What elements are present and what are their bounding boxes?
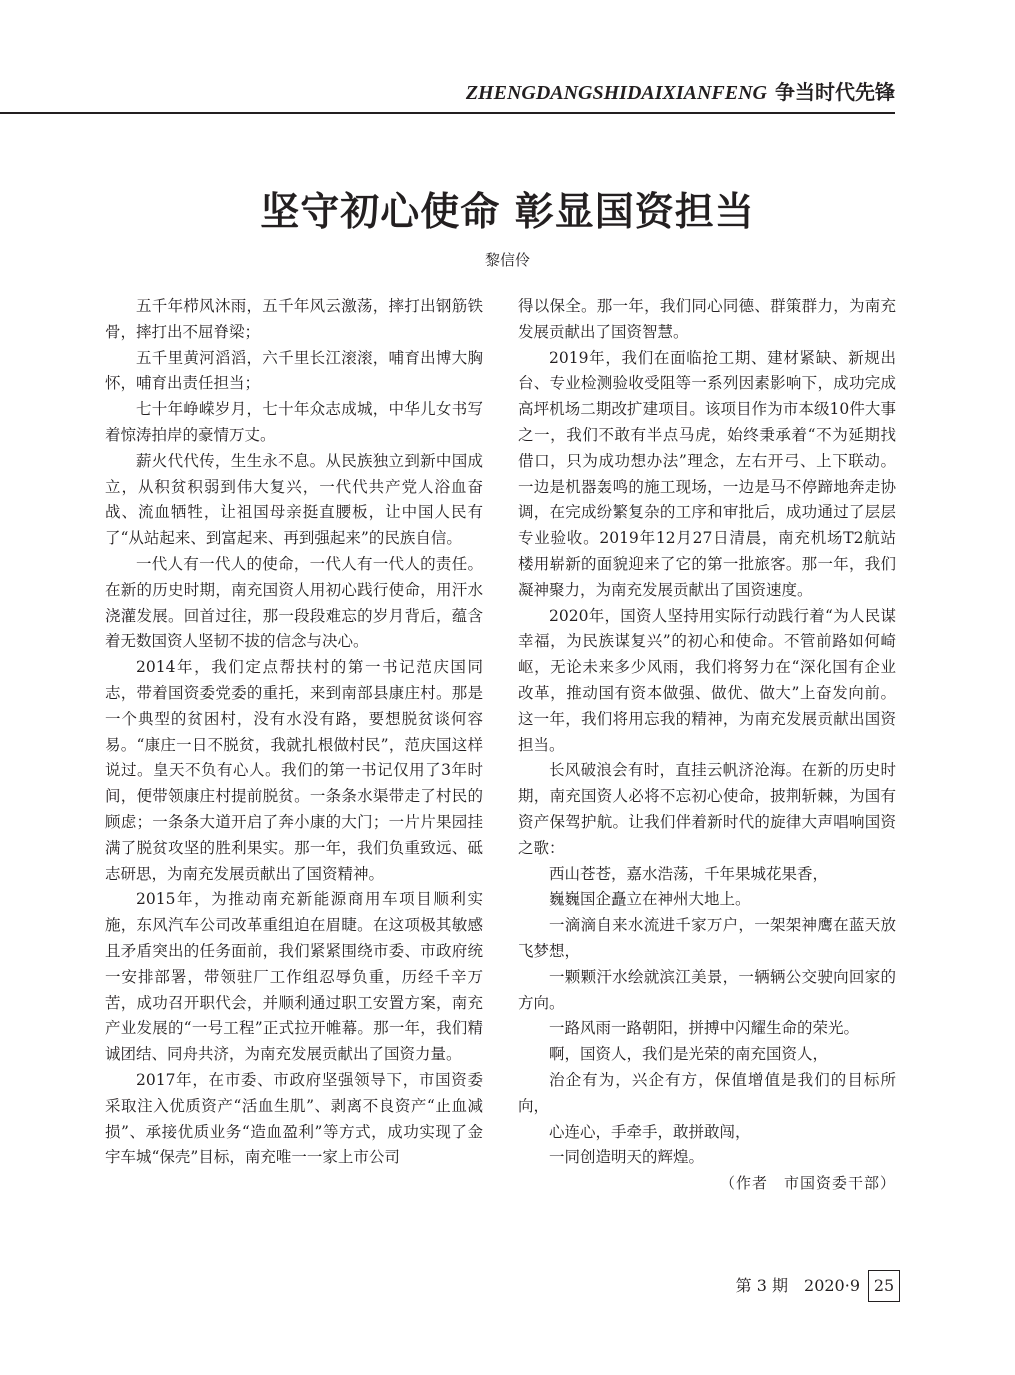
page-footer	[720, 1270, 900, 1302]
header-chinese: 争当时代先锋	[775, 80, 895, 104]
paragraph: 薪火代代传，生生永不息。从民族独立到新中国成立，从积贫积弱到伟大复兴，一代代共产党人浴血奋战、流血牺牲，让祖国母亲挺直腰板，让中国人民有了“从站起来、到富起来、再到强起来”的民族自信。	[105, 451, 483, 548]
article-author: 黎信伶	[484, 251, 530, 269]
right-column	[518, 294, 896, 1197]
paragraph: 五千年栉风沐雨，五千年风云激荡，摔打出钢筋铁骨，摔打出不屈脊梁；	[105, 297, 483, 341]
paragraph: 2017年，在市委、市政府坚强领导下，市国资委采取注入优质资产“活血生肌”、剥离不良资产“止血减损”、承接优质业务“造血盈利”等方式，成功实现了金宇车城“保壳”目标，南充唯一一家上市公司	[105, 1070, 483, 1167]
paragraph: 五千里黄河滔滔，六千里长江滚滚，哺育出博大胸怀，哺育出责任担当；	[105, 348, 483, 393]
verse-line: 一同创造明天的辉煌。	[549, 1148, 705, 1167]
verse-line: 西山苍苍，嘉水浩荡，千年果城花果香，	[549, 864, 829, 883]
page-number: 25	[868, 1270, 900, 1302]
verse-line: 一滴滴自来水流进千家万户，一架架神鹰在蓝天放飞梦想，	[518, 916, 896, 960]
paragraph-continuation: 得以保全。那一年，我们同心同德、群策群力，为南充发展贡献出了国资智慧。	[518, 297, 896, 341]
article-title: 坚守初心使命 彰显国资担当	[260, 189, 755, 235]
header-rule	[0, 112, 895, 114]
verse-line: 心连心，手牵手，敢拼敢闯，	[549, 1122, 751, 1141]
paragraph: 七十年峥嵘岁月，七十年众志成城，中华儿女书写着惊涛拍岸的豪情万丈。	[105, 400, 483, 444]
paragraph: 一代人有一代人的使命，一代人有一代人的责任。在新的历史时期，南充国资人用初心践行使命，用汗水浇灌发展。回首过往，那一段段难忘的岁月背后，蕴含着无数国资人坚韧不拔的信念与决心。	[105, 554, 483, 651]
paragraph: 2014年，我们定点帮扶村的第一书记范庆国同志，带着国资委党委的重托，来到南部县康庄村。那是一个典型的贫困村，没有水没有路，要想脱贫谈何容易。“康庄一日不脱贫，我就扎根做村民”，范庆国这样说过。皇天不负有心人。我们的第一书记仅用了3年时间，便带领康庄村提前脱贫。一条条水渠带走了村民的顾虑；一条条大道开启了奔小康的大门；一片片果园挂满了脱贫攻坚的胜利果实。那一年，我们负重致远、砥志研思，为南充发展贡献出了国资精神。	[105, 658, 483, 883]
header-latin: ZHENGDANGSHIDAIXIANFENG	[465, 82, 767, 104]
paragraph: 长风破浪会有时，直挂云帆济沧海。在新的历史时期，南充国资人必将不忘初心使命，披荆斩棘，为国有资产保驾护航。让我们伴着新时代的旋律大声唱响国资之歌：	[518, 761, 896, 857]
paragraph: 2019年，我们在面临抢工期、建材紧缺、新规出台、专业检测验收受阻等一系列因素影响下，成功完成高坪机场二期改扩建项目。该项目作为市本级10件大事之一，我们不敢有半点马虎，始终秉承着“不为延期找借口，只为成功想办法”理念，左右开弓、上下联动。一边是机器轰鸣的施工现场，一边是马不停蹄地奔走协调，在完成纷繁复杂的工序和审批后，成功通过了层层专业验收。2019年12月27日清晨，南充机场T2航站楼用崭新的面貌迎来了它的第一批旅客。那一年，我们凝神聚力，为南充发展贡献出了国资速度。	[518, 348, 896, 599]
verse-line: 治企有为，兴企有方，保值增值是我们的目标所向，	[518, 1070, 896, 1115]
issue-label: 第 3 期 2020·9	[735, 1276, 860, 1295]
verse-line: 啊，国资人，我们是光荣的南充国资人，	[549, 1045, 829, 1064]
verse-line: 一颗颗汗水绘就滨江美景，一辆辆公交驶向回家的方向。	[518, 967, 896, 1012]
verse-line: 巍巍国企矗立在神州大地上。	[549, 890, 751, 909]
verse-line: 一路风雨一路朝阳，拼搏中闪耀生命的荣光。	[549, 1019, 860, 1038]
paragraph: 2020年，国资人坚持用实际行动践行着“为人民谋幸福，为民族谋复兴”的初心和使命。不管前路如何崎岖，无论未来多少风雨，我们将努力在“深化国有企业改革，推动国有资本做强、做优、做大”上奋发向前。这一年，我们将用忘我的精神，为南充发展贡献出国资担当。	[518, 606, 896, 754]
left-column	[105, 294, 483, 1171]
author-signature: （作者 市国资委干部）	[719, 1174, 896, 1193]
paragraph: 2015年，为推动南充新能源商用车项目顺利实施，东风汽车公司改革重组迫在眉睫。在这项极其敏感且矛盾突出的任务面前，我们紧紧围绕市委、市政府统一安排部署，带领驻厂工作组忍辱负重，历经千辛万苦，成功召开职代会，并顺利通过职工安置方案，南充产业发展的“一号工程”正式拉开帷幕。那一年，我们精诚团结、同舟共济，为南充发展贡献出了国资力量。	[105, 890, 483, 1064]
running-header	[0, 78, 895, 107]
